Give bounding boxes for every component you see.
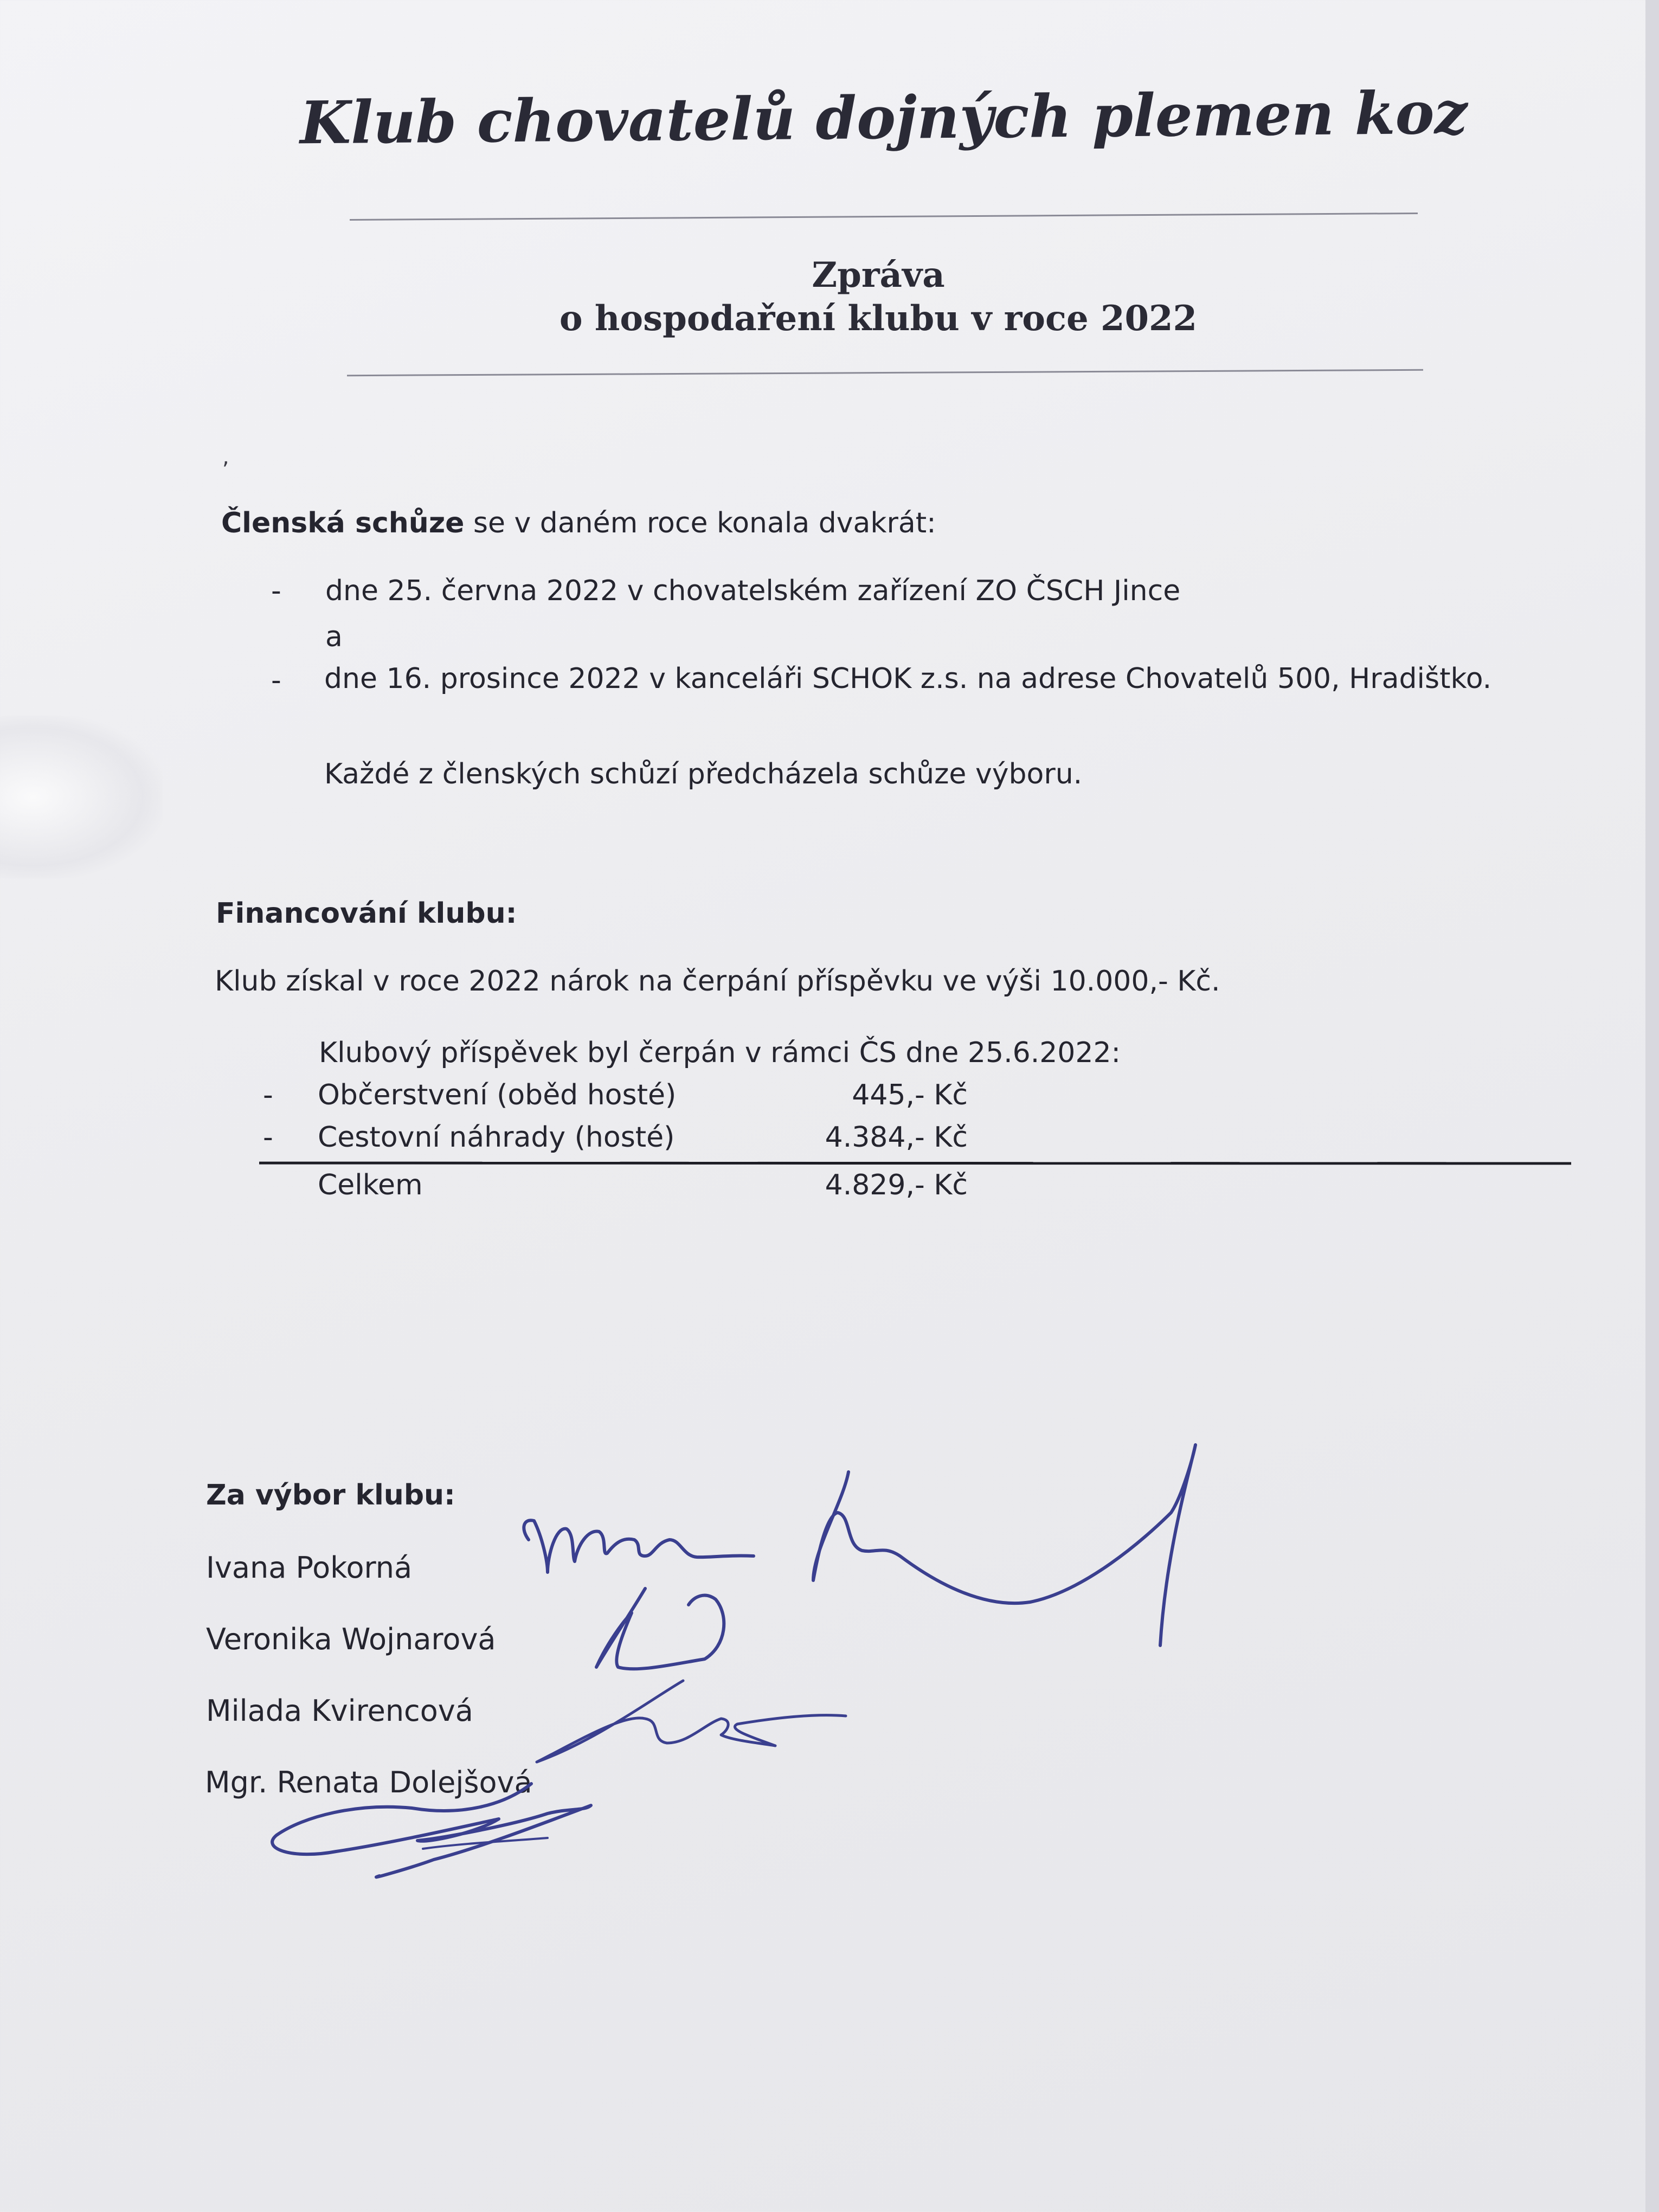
financing-summary: Klub získal v roce 2022 nárok na čerpání příspěvku ve výši 10.000,- Kč. [215,965,1220,998]
financing-heading: Financování klubu: [216,897,517,930]
meetings-intro-rest: se v daném roce konala dvakrát: [473,507,936,539]
signatory-3-name: Milada Kvirencová [206,1694,473,1728]
total-label: Celkem [318,1169,423,1201]
signature-1 [524,1520,754,1572]
meetings-intro-bold: Členská schůze [221,507,465,539]
title-rule-bottom [347,369,1423,376]
meeting-2-dash: - [271,664,281,697]
report-title: Zpráva [812,255,945,295]
expense-row-1-amount: 445,- Kč [852,1079,968,1111]
signatory-4-name: Mgr. Renata Dolejšová [205,1765,532,1799]
signatures-heading: Za výbor klubu: [206,1479,455,1512]
financing-usage-intro: Klubový příspěvek byl čerpán v rámci ČS dne 25.6.2022: [319,1037,1121,1069]
expense-row-2-dash: - [263,1121,273,1154]
meetings-intro [221,507,936,539]
report-subtitle: o hospodaření klubu v roce 2022 [559,298,1198,339]
total-amount: 4.829,- Kč [825,1169,968,1201]
total-divider [259,1162,1571,1165]
meeting-1-text: dne 25. června 2022 v chovatelském zařízení ZO ČSCH Jince [325,575,1181,607]
club-name-heading: Klub chovatelů dojných plemen koz [299,79,1468,158]
signature-2 [596,1589,724,1669]
meeting-1-dash: - [271,575,281,607]
stray-mark: , [222,445,229,470]
expense-row-2-amount: 4.384,- Kč [825,1121,968,1154]
meeting-2-text: dne 16. prosince 2022 v kanceláři SCHOK z.s. na adrese Chovatelů 500, Hradištko. [324,663,1492,695]
signature-1-flourish [813,1445,1195,1645]
signatory-2-name: Veronika Wojnarová [206,1622,496,1656]
expense-row-2-label: Cestovní náhrady (hosté) [318,1121,675,1154]
signature-4-underline [423,1838,548,1849]
title-rule-top [350,213,1418,221]
signatory-1-name: Ivana Pokorná [206,1551,413,1585]
meeting-conjunction: a [325,621,343,653]
expense-row-1-dash: - [263,1079,273,1111]
expense-row-1-label: Občerstvení (oběd hosté) [318,1079,677,1111]
paper-crease [0,716,163,878]
meetings-note: Každé z členských schůzí předcházela schůze výboru. [324,758,1083,790]
signature-3 [537,1681,846,1762]
